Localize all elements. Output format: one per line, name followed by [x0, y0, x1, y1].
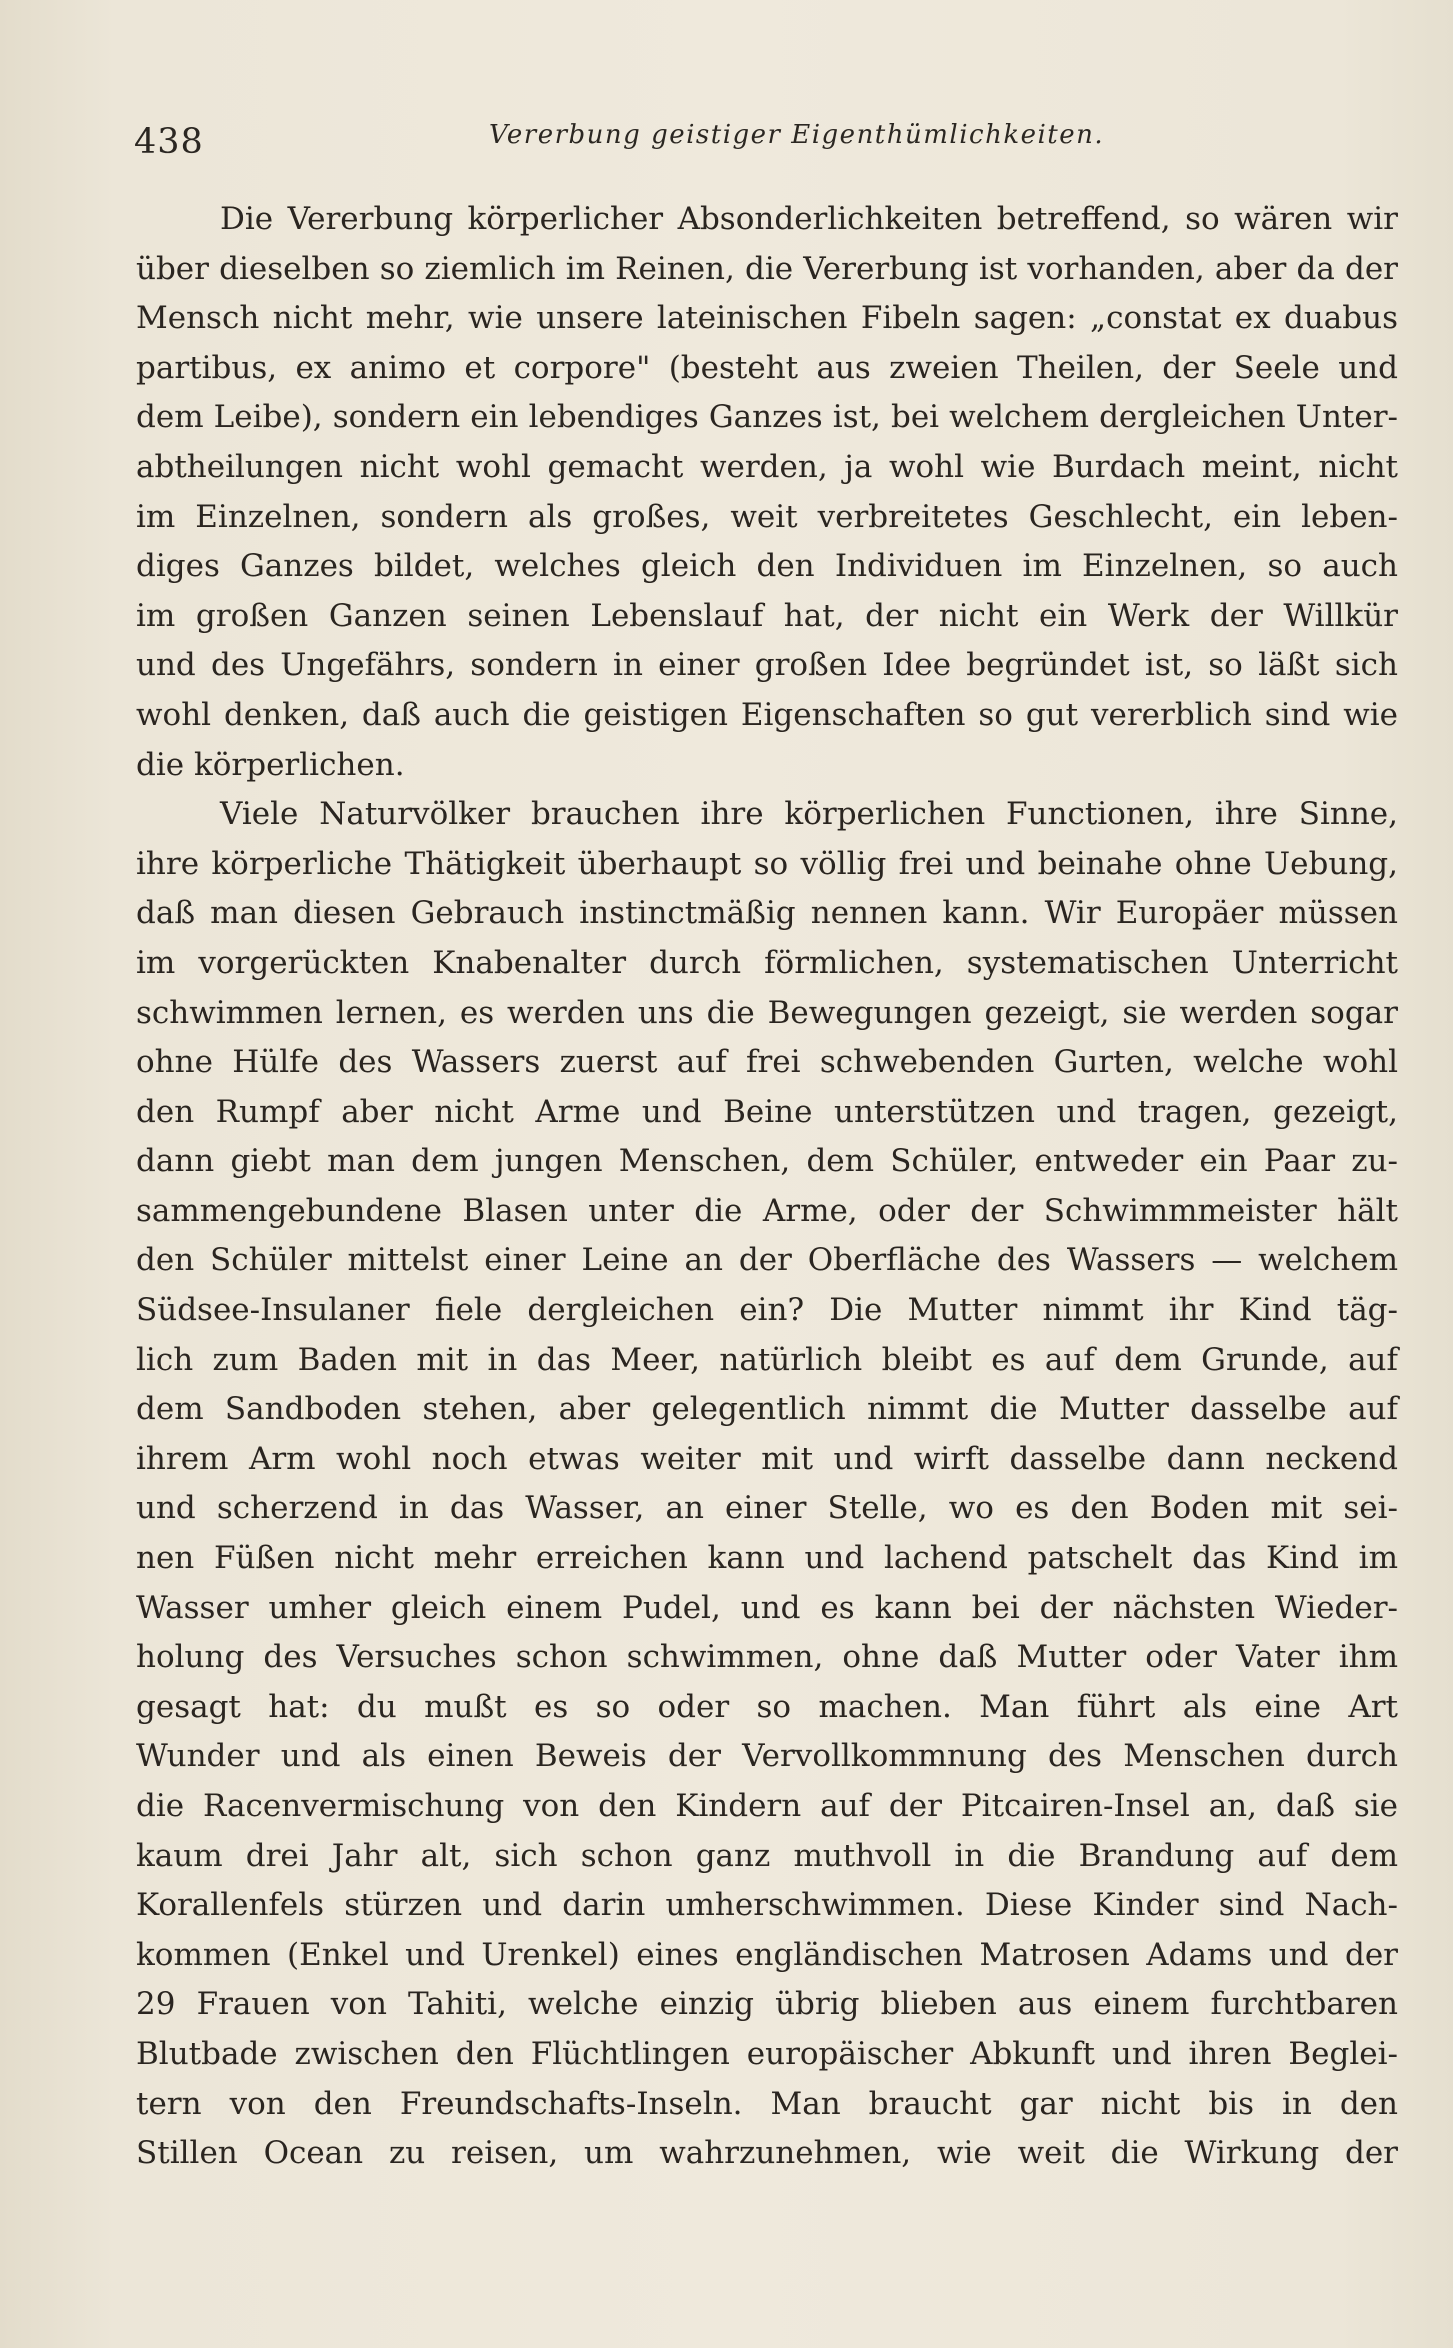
text-line: kommen (Enkel und Urenkel) eines engländischen Matrosen Adams und der — [136, 1936, 1398, 1973]
text-line: lich zum Baden mit in das Meer, natürlich bleibt es auf dem Grunde, auf — [136, 1341, 1398, 1378]
text-line: die körperlichen. — [136, 746, 405, 783]
text-line: und scherzend in das Wasser, an einer Stelle, wo es den Boden mit sei- — [136, 1490, 1398, 1527]
text-line: holung des Versuches schon schwimmen, ohne daß Mutter oder Vater ihm — [136, 1639, 1398, 1676]
text-line: Wunder und als einen Beweis der Vervollkommnung des Menschen durch — [136, 1738, 1398, 1775]
text-line: Stillen Ocean zu reisen, um wahrzunehmen, wie weit die Wirkung der — [136, 2135, 1398, 2172]
text-line: den Rumpf aber nicht Arme und Beine unterstützen und tragen, gezeigt, — [136, 1093, 1398, 1130]
text-line: ihrem Arm wohl noch etwas weiter mit und wirft dasselbe dann neckend — [136, 1440, 1398, 1477]
text-line: Viele Naturvölker brauchen ihre körperlichen Functionen, ihre Sinne, — [220, 796, 1398, 833]
text-line: partibus, ex animo et corpore" (besteht aus zweien Theilen, der Seele und — [136, 349, 1398, 386]
text-line: abtheilungen nicht wohl gemacht werden, ja wohl wie Burdach meint, nicht — [136, 448, 1398, 485]
text-line: dann giebt man dem jungen Menschen, dem Schüler, entweder ein Paar zu- — [136, 1143, 1398, 1180]
text-line: wohl denken, daß auch die geistigen Eigenschaften so gut vererblich sind wie — [136, 696, 1398, 733]
page-header — [134, 118, 1397, 168]
text-line: Mensch nicht mehr, wie unsere lateinischen Fibeln sagen: „constat ex duabus — [136, 300, 1398, 337]
text-line: dem Leibe), sondern ein lebendiges Ganzes ist, bei welchem dergleichen Unter- — [136, 399, 1398, 436]
text-line: Südsee-Insulaner fiele dergleichen ein? Die Mutter nimmt ihr Kind täg- — [136, 1292, 1398, 1329]
text-line: kaum drei Jahr alt, sich schon ganz muthvoll in die Brandung auf dem — [136, 1837, 1398, 1874]
text-line: ihre körperliche Thätigkeit überhaupt so völlig frei und beinahe ohne Uebung, — [136, 845, 1398, 882]
paragraph-inheritance — [136, 195, 1398, 790]
text-line: daß man diesen Gebrauch instinctmäßig nennen kann. Wir Europäer müssen — [136, 895, 1398, 932]
text-line: und des Ungefährs, sondern in einer großen Idee begründet ist, so läßt sich — [136, 647, 1398, 684]
text-line: 29 Frauen von Tahiti, welche einzig übrig blieben aus einem furchtbaren — [136, 1986, 1398, 2023]
text-line: im vorgerückten Knabenalter durch förmlichen, systematischen Unterricht — [136, 944, 1398, 981]
text-line: über dieselben so ziemlich im Reinen, die Vererbung ist vorhanden, aber da der — [136, 250, 1398, 287]
body-text — [136, 195, 1398, 2179]
text-line: schwimmen lernen, es werden uns die Bewegungen gezeigt, sie werden sogar — [136, 994, 1398, 1031]
text-line: Die Vererbung körperlicher Absonderlichkeiten betreffend, so wären wir — [220, 201, 1398, 237]
paragraph-swimming — [136, 790, 1398, 2179]
text-line: tern von den Freundschafts-Inseln. Man braucht gar nicht bis in den — [136, 2085, 1398, 2122]
text-line: Blutbade zwischen den Flüchtlingen europäischer Abkunft und ihren Beglei- — [136, 2035, 1398, 2072]
text-line: im Einzelnen, sondern als großes, weit verbreitetes Geschlecht, ein leben- — [136, 498, 1398, 535]
text-line: diges Ganzes bildet, welches gleich den Individuen im Einzelnen, so auch — [136, 548, 1398, 585]
text-line: dem Sandboden stehen, aber gelegentlich nimmt die Mutter dasselbe auf — [136, 1391, 1398, 1428]
text-line: nen Füßen nicht mehr erreichen kann und lachend patschelt das Kind im — [136, 1540, 1398, 1577]
text-line: im großen Ganzen seinen Lebenslauf hat, der nicht ein Werk der Willkür — [136, 597, 1398, 634]
text-line: den Schüler mittelst einer Leine an der Oberfläche des Wassers — welchem — [136, 1242, 1398, 1279]
text-line: die Racenvermischung von den Kindern auf der Pitcairen-Insel an, daß sie — [136, 1788, 1398, 1824]
running-head: Vererbung geistiger Eigenthümlichkeiten. — [489, 120, 1105, 150]
text-line: Wasser umher gleich einem Pudel, und es kann bei der nächsten Wieder- — [136, 1589, 1398, 1626]
text-line: Korallenfels stürzen und darin umherschwimmen. Diese Kinder sind Nach- — [136, 1887, 1398, 1924]
page-number: 438 — [134, 122, 204, 162]
text-line: sammengebundene Blasen unter die Arme, oder der Schwimmmeister hält — [136, 1192, 1398, 1229]
text-line: ohne Hülfe des Wassers zuerst auf frei schwebenden Gurten, welche wohl — [136, 1044, 1398, 1081]
text-line: gesagt hat: du mußt es so oder so machen. Man führt als eine Art — [136, 1688, 1398, 1725]
